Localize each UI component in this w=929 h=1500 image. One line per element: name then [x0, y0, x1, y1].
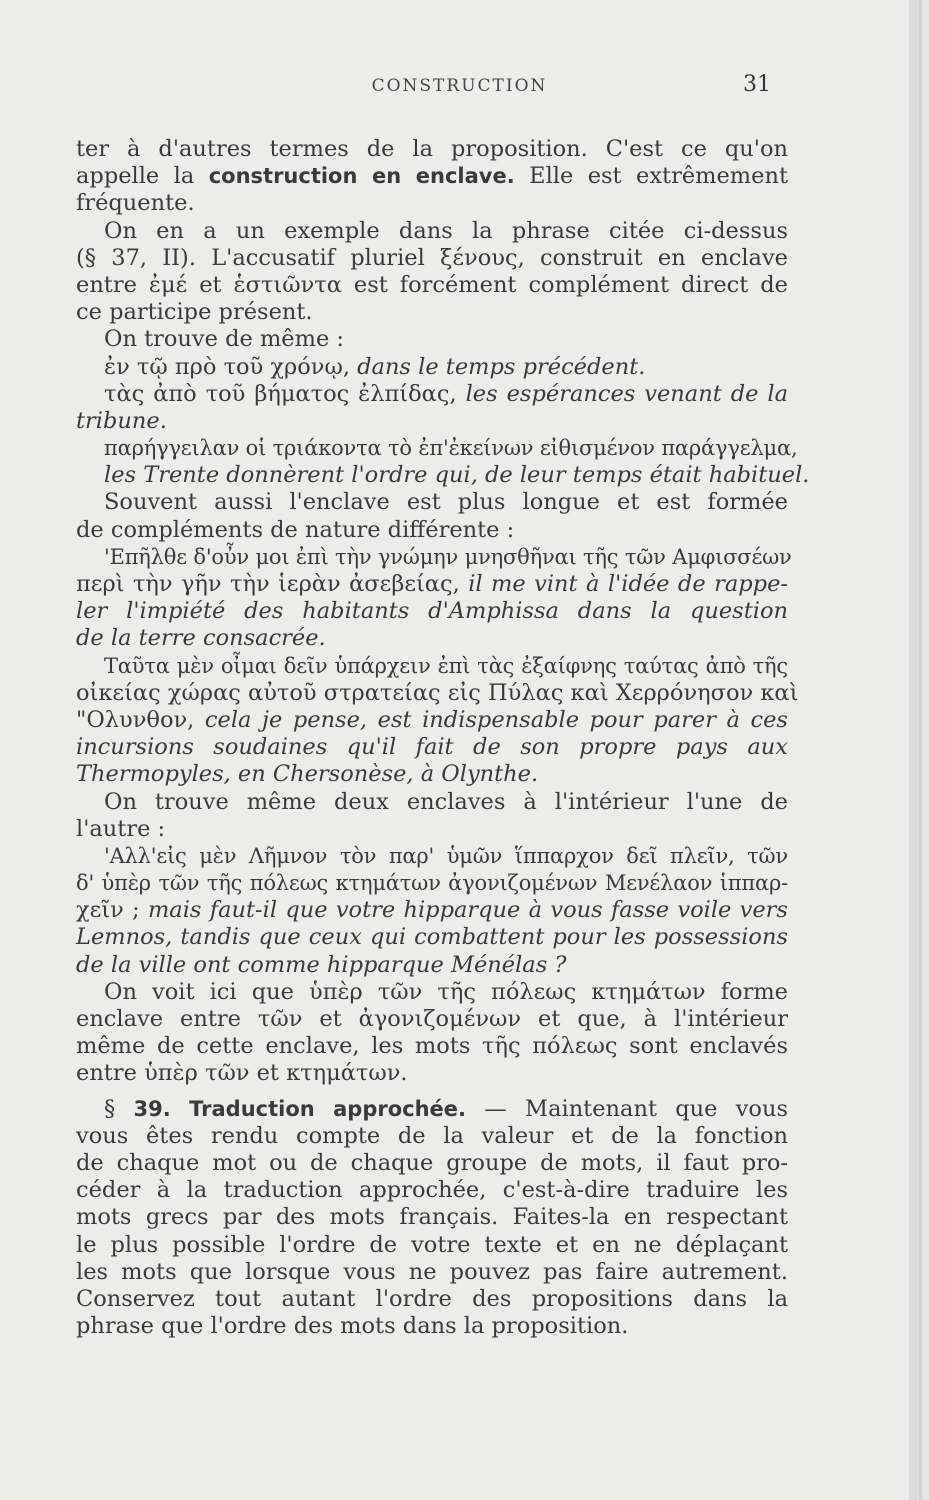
- text-line: [76, 1033, 788, 1060]
- italic-translation: Lemnos, tandis que ceux qui combattent pour les possessions: [76, 924, 788, 951]
- text-line: [76, 1006, 788, 1033]
- italic-translation: de la terre consacrée.: [76, 625, 326, 652]
- italic-translation: cela je pense, est indispensable pour parer à ces: [204, 706, 788, 733]
- text-line: [76, 653, 788, 680]
- line-text: Ταῦτα μὲν οἶμαι δεῖν ὑπάρχειν ἐπὶ τὰς ἐξαίφνης ταύτας ἀπὸ τῆς: [104, 653, 788, 678]
- text-line: [76, 218, 788, 245]
- italic-translation: Thermopyles, en Chersonèse, à Olynthe.: [76, 761, 539, 788]
- line-text: le plus possible l'ordre de votre texte et en ne déplaçant: [76, 1231, 788, 1258]
- text-line: [76, 408, 788, 435]
- line-text: ἐν τῷ πρὸ τοῦ χρόνῳ,: [104, 353, 358, 380]
- text-line: [76, 1096, 788, 1123]
- italic-translation: ler l'impiété des habitants d'Amphissa dans la question: [76, 598, 788, 625]
- line-text: On voit ici que ὑπὲρ τῶν τῆς πόλεως κτημάτων forme: [104, 978, 788, 1005]
- bold-term: 39. Traduction approchée.: [133, 1096, 467, 1121]
- text-line: [76, 326, 788, 353]
- line-text: On trouve même deux enclaves à l'intérieur l'une de: [104, 788, 788, 815]
- running-head: CONSTRUCTION: [371, 76, 548, 96]
- text-line: [76, 489, 788, 516]
- line-text: de compléments de nature différente :: [76, 516, 515, 543]
- italic-translation: dans le temps précédent.: [357, 353, 646, 380]
- text-line: [76, 843, 788, 870]
- line-text: Elle est extrêmement: [514, 163, 788, 190]
- text-line: [76, 136, 788, 163]
- text-line: [76, 1150, 788, 1177]
- line-text: vous êtes rendu compte de la valeur et de la fonction: [76, 1122, 788, 1149]
- text-line: [76, 435, 798, 462]
- italic-translation: il me vint à l'idée de rappe-: [468, 571, 788, 597]
- page-body: [76, 136, 810, 1340]
- line-text: enclave entre τῶν et ἀγονιζομένων et que, à l'intérieur: [76, 1006, 788, 1032]
- text-line: [76, 462, 810, 489]
- line-text: 'Επῆλθε δ'οὖν μοι ἐπὶ τὴν γνώμην μνησθῆναι τῆς τῶν Αμφισσέων: [104, 544, 792, 569]
- page-number: 31: [743, 72, 771, 97]
- text-line: [76, 1232, 788, 1259]
- italic-translation: les espérances venant de la: [465, 380, 788, 407]
- line-text: περὶ τὴν γῆν τὴν ἱερὰν ἀσεβείας,: [76, 571, 469, 597]
- line-text: (§ 37, II). L'accusatif pluriel ξένους, construit en enclave: [76, 244, 788, 271]
- text-line: [76, 190, 788, 217]
- text-line: [76, 1286, 788, 1313]
- line-text: — Maintenant que vous: [466, 1095, 788, 1122]
- text-line: [76, 625, 788, 652]
- line-text: οἰκείας χώρας αὐτοῦ στρατείας εἰς Πύλας καὶ Χερρόνησον καὶ: [76, 679, 799, 706]
- line-text: ce participe présent.: [76, 299, 313, 326]
- line-text: fréquente.: [76, 190, 195, 217]
- text-line: [76, 354, 788, 381]
- line-text: On en a un exemple dans la phrase citée ci-dessus: [104, 217, 788, 244]
- text-line: [76, 734, 788, 761]
- page-header: [0, 72, 919, 106]
- line-text: de chaque mot ou de chaque groupe de mots, il faut pro-: [76, 1149, 788, 1176]
- text-line: [76, 245, 788, 272]
- text-line: [76, 924, 788, 951]
- text-line: [76, 789, 788, 816]
- text-line: [76, 952, 788, 979]
- line-text: χεῖν ;: [76, 897, 148, 924]
- line-text: 'Αλλ'εἰς μὲν Λῆμνον τὸν παρ' ὑμῶν ἵππαρχον δεῖ πλεῖν, τῶν: [104, 843, 788, 868]
- text-line: [76, 1204, 788, 1231]
- italic-translation: les Trente donnèrent l'ordre qui, de leur temps était habituel.: [104, 462, 810, 489]
- italic-translation: tribune.: [76, 407, 167, 434]
- text-line: [76, 1259, 788, 1286]
- text-line: [76, 1313, 788, 1340]
- line-text: On trouve de même :: [104, 326, 345, 353]
- italic-translation: de la ville ont comme hipparque Ménélas ?: [76, 951, 567, 978]
- text-line: [76, 1123, 788, 1150]
- line-text: même de cette enclave, les mots τῆς πόλεως sont enclavés: [76, 1033, 788, 1060]
- line-text: παρήγγειλαν οἱ τριάκοντα τὸ ἐπ'ἐκείνων εἰθισμένον παράγγελμα,: [104, 436, 798, 461]
- line-text: Souvent aussi l'enclave est plus longue et est formée: [104, 489, 788, 516]
- line-text: τὰς ἀπὸ τοῦ βήματος ἐλπίδας,: [104, 380, 466, 407]
- text-line: [76, 870, 788, 897]
- line-text: entre ἐμέ et ἑστιῶντα est forcément complément direct de: [76, 271, 788, 298]
- line-text: §: [104, 1095, 134, 1122]
- text-line: [76, 381, 788, 408]
- text-line: [76, 544, 792, 571]
- line-text: phrase que l'ordre des mots dans la proposition.: [76, 1313, 629, 1340]
- line-text: mots grecs par des mots français. Faites-la en respectant: [76, 1204, 788, 1231]
- line-text: "Ολυνθον,: [76, 706, 205, 733]
- line-text: ter à d'autres termes de la proposition. C'est ce qu'on: [76, 136, 788, 162]
- text-line: [76, 897, 788, 924]
- line-text: entre ὑπὲρ τῶν et κτημάτων.: [76, 1060, 408, 1087]
- bold-term: construction en enclave.: [208, 164, 515, 189]
- line-text: les mots que lorsque vous ne pouvez pas faire autrement.: [76, 1258, 788, 1285]
- line-text: appelle la: [76, 163, 209, 190]
- line-text: Conservez tout autant l'ordre des propositions dans la: [76, 1285, 788, 1312]
- text-line: [76, 1060, 788, 1087]
- text-line: [76, 979, 788, 1006]
- text-line: [76, 707, 788, 734]
- line-text: céder à la traduction approchée, c'est-à-dire traduire les: [76, 1177, 788, 1204]
- line-text: δ' ὑπὲρ τῶν τῆς πόλεως κτημάτων ἀγονιζομένων Μενέλαον ἱππαρ-: [76, 871, 788, 896]
- page-edge: [909, 0, 919, 1500]
- text-line: [76, 679, 799, 707]
- italic-translation: incursions soudaines qu'il fait de son propre pays aux: [76, 734, 788, 761]
- text-line: [76, 1177, 788, 1204]
- text-line: [76, 517, 788, 544]
- text-line: [76, 571, 788, 598]
- line-text: l'autre :: [76, 815, 166, 842]
- text-line: [76, 761, 788, 788]
- text-line: [76, 598, 788, 625]
- text-line: [76, 272, 788, 299]
- text-line: [76, 816, 788, 843]
- text-line: [76, 299, 788, 326]
- text-line: [76, 163, 788, 190]
- italic-translation: mais faut-il que votre hipparque à vous fasse voile vers: [147, 897, 788, 924]
